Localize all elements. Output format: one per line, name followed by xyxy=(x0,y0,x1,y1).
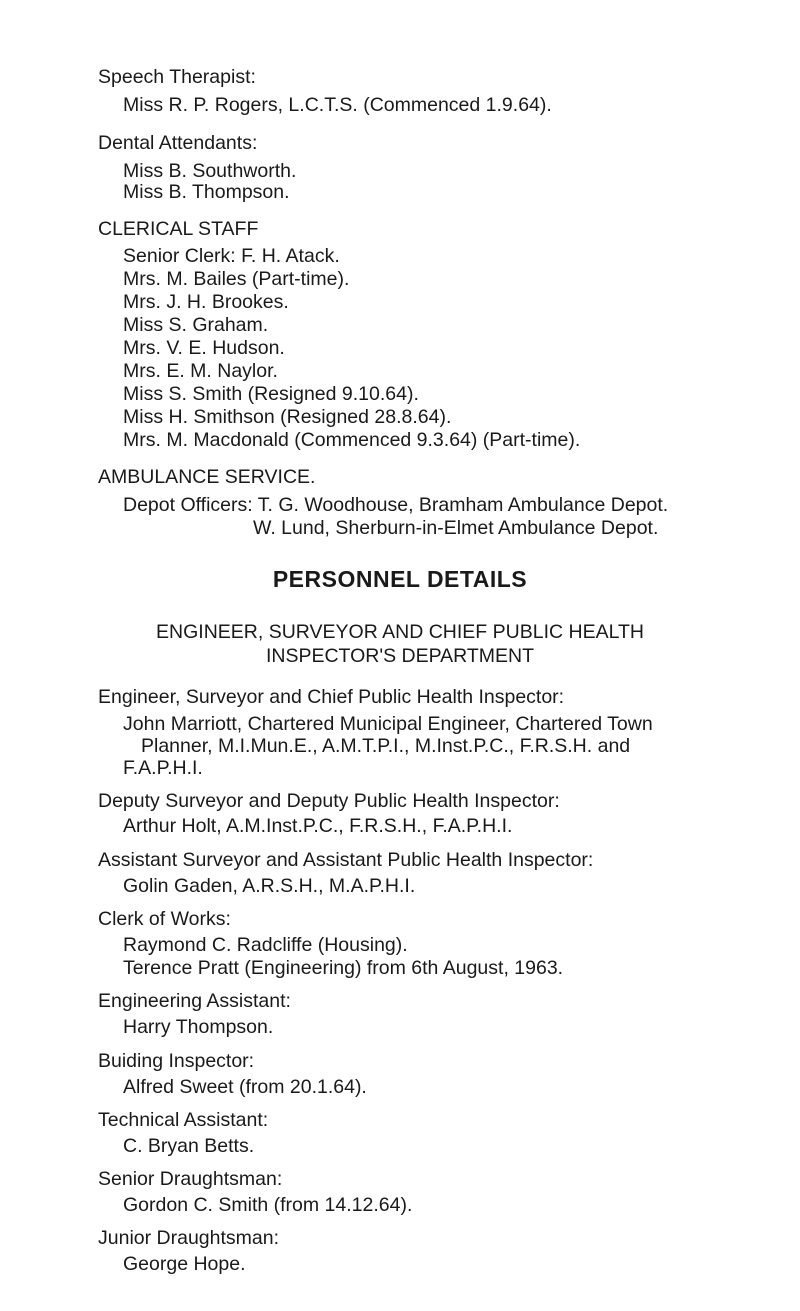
senior-draughtsman-entry: Gordon C. Smith (from 14.12.64). xyxy=(123,1194,413,1216)
engineer-heading: Engineer, Surveyor and Chief Public Health Inspector: xyxy=(98,686,565,708)
page-title: PERSONNEL DETAILS xyxy=(272,566,528,592)
ambulance-service-heading: AMBULANCE SERVICE. xyxy=(98,466,316,488)
assistant-heading: Assistant Surveyor and Assistant Public Health Inspector: xyxy=(98,849,594,871)
department-title: ENGINEER, SURVEYOR AND CHIEF PUBLIC HEALTH xyxy=(156,621,644,643)
engineering-assistant-entry: Harry Thompson. xyxy=(123,1016,274,1038)
clerical-staff-entry: Mrs. M. Bailes (Part-time). xyxy=(123,268,350,290)
clerk-of-works-heading: Clerk of Works: xyxy=(98,908,231,930)
dental-attendant-entry: Miss B. Southworth. xyxy=(123,160,297,182)
clerical-staff-heading: CLERICAL STAFF xyxy=(98,218,259,240)
technical-assistant-heading: Technical Assistant: xyxy=(98,1109,269,1131)
clerk-of-works-entry: Terence Pratt (Engineering) from 6th August, 1963. xyxy=(123,957,564,979)
clerical-staff-entry: Mrs. J. H. Brookes. xyxy=(123,291,289,313)
dental-attendants-heading: Dental Attendants: xyxy=(98,132,258,154)
junior-draughtsman-heading: Junior Draughtsman: xyxy=(98,1227,280,1249)
engineer-entry: F.A.P.H.I. xyxy=(123,757,203,779)
clerical-staff-entry: Miss H. Smithson (Resigned 28.8.64). xyxy=(123,406,452,428)
building-inspector-entry: Alfred Sweet (from 20.1.64). xyxy=(123,1076,367,1098)
clerk-of-works-entry: Raymond C. Radcliffe (Housing). xyxy=(123,934,408,956)
depot-officers-line: Depot Officers: T. G. Woodhouse, Bramham Ambulance Depot. xyxy=(123,494,669,516)
building-inspector-heading: Buiding Inspector: xyxy=(98,1050,255,1072)
deputy-heading: Deputy Surveyor and Deputy Public Health Inspector: xyxy=(98,790,560,812)
engineer-entry: Planner, M.I.Mun.E., A.M.T.P.I., M.Inst.P.C., F.R.S.H. and xyxy=(141,735,631,757)
clerical-staff-entry: Miss S. Graham. xyxy=(123,314,269,336)
dental-attendant-entry: Miss B. Thompson. xyxy=(123,181,290,203)
engineer-entry: John Marriott, Chartered Municipal Engineer, Chartered Town xyxy=(123,713,653,735)
clerical-staff-entry: Senior Clerk: F. H. Atack. xyxy=(123,245,340,267)
deputy-entry: Arthur Holt, A.M.Inst.P.C., F.R.S.H., F.A.P.H.I. xyxy=(123,815,513,837)
junior-draughtsman-entry: George Hope. xyxy=(123,1253,246,1275)
speech-therapist-entry: Miss R. P. Rogers, L.C.T.S. (Commenced 1.9.64). xyxy=(123,94,552,116)
clerical-staff-entry: Mrs. E. M. Naylor. xyxy=(123,360,278,382)
clerical-staff-entry: Miss S. Smith (Resigned 9.10.64). xyxy=(123,383,419,405)
engineering-assistant-heading: Engineering Assistant: xyxy=(98,990,291,1012)
senior-draughtsman-heading: Senior Draughtsman: xyxy=(98,1168,283,1190)
speech-therapist-heading: Speech Therapist: xyxy=(98,66,256,88)
clerical-staff-entry: Mrs. V. E. Hudson. xyxy=(123,337,285,359)
clerical-staff-entry: Mrs. M. Macdonald (Commenced 9.3.64) (Part-time). xyxy=(123,429,581,451)
depot-officers-line: W. Lund, Sherburn-in-Elmet Ambulance Depot. xyxy=(253,517,659,539)
department-title: INSPECTOR'S DEPARTMENT xyxy=(265,645,535,667)
assistant-entry: Golin Gaden, A.R.S.H., M.A.P.H.I. xyxy=(123,875,416,897)
technical-assistant-entry: C. Bryan Betts. xyxy=(123,1135,255,1157)
